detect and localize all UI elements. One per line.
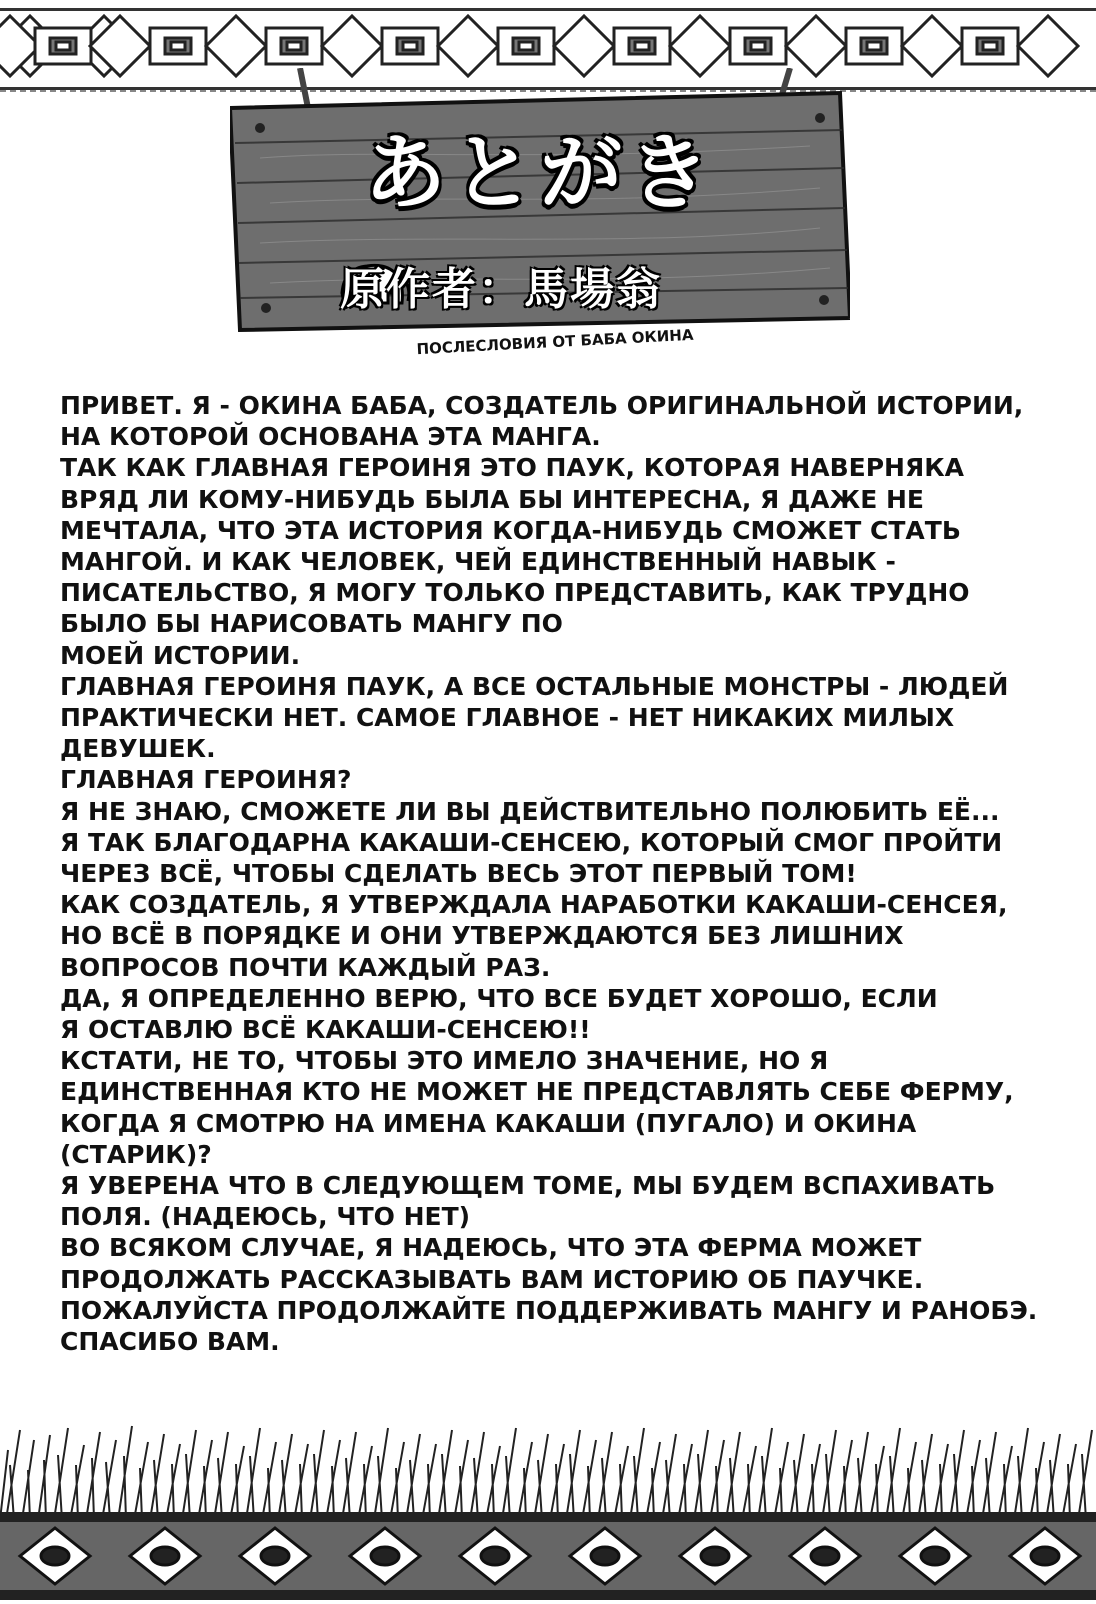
body-line: ЧЕРЕЗ ВСЁ, ЧТОБЫ СДЕЛАТЬ ВЕСЬ ЭТОТ ПЕРВЫЙ ТОМ!	[60, 859, 857, 889]
body-line: Я НЕ ЗНАЮ, СМОЖЕТЕ ЛИ ВЫ ДЕЙСТВИТЕЛЬНО ПОЛЮБИТЬ ЕЁ...	[60, 796, 1000, 826]
body-line: ПИСАТЕЛЬСТВО, Я МОГУ ТОЛЬКО ПРЕДСТАВИТЬ, КАК ТРУДНО	[60, 578, 970, 608]
wooden-sign	[230, 68, 850, 338]
body-line: ВРЯД ЛИ КОМУ-НИБУДЬ БЫЛА БЫ ИНТЕРЕСНА, Я ДАЖЕ НЕ	[60, 484, 924, 514]
body-line: КСТАТИ, НЕ ТО, ЧТОБЫ ЭТО ИМЕЛО ЗНАЧЕНИЕ, НО Я	[60, 1046, 829, 1076]
body-line: ГЛАВНАЯ ГЕРОИНЯ?	[60, 765, 352, 795]
afterword-body	[60, 390, 1050, 1357]
body-line: ПРОДОЛЖАТЬ РАССКАЗЫВАТЬ ВАМ ИСТОРИЮ ОБ ПАУЧКЕ.	[60, 1264, 924, 1294]
body-line: МОЕЙ ИСТОРИИ.	[60, 640, 301, 670]
body-line: КОГДА Я СМОТРЮ НА ИМЕНА КАКАШИ (ПУГАЛО) И ОКИНА	[60, 1108, 917, 1138]
body-line: Я УВЕРЕНА ЧТО В СЛЕДУЮЩЕМ ТОМЕ, МЫ БУДЕМ ВСПАХИВАТЬ	[60, 1171, 996, 1201]
body-line: МАНГОЙ. И КАК ЧЕЛОВЕК, ЧЕЙ ЕДИНСТВЕННЫЙ НАВЫК -	[60, 547, 896, 577]
body-line: СПАСИБО ВАМ.	[60, 1327, 280, 1357]
sign-author-label: 原作者：馬場翁	[340, 264, 662, 315]
bottom-decorative-border	[0, 1512, 1096, 1600]
body-line: ПРАКТИЧЕСКИ НЕТ. САМОЕ ГЛАВНОЕ - НЕТ НИКАКИХ МИЛЫХ	[60, 703, 955, 733]
sign-title: あとがき	[363, 126, 716, 221]
grass-decoration	[0, 1420, 1096, 1520]
body-line: ДЕВУШЕК.	[60, 734, 216, 764]
body-line: ВО ВСЯКОМ СЛУЧАЕ, Я НАДЕЮСЬ, ЧТО ЭТА ФЕРМА МОЖЕТ	[60, 1233, 922, 1263]
bottom-tribal-pattern	[0, 1512, 1096, 1600]
body-line: МЕЧТАЛА, ЧТО ЭТА ИСТОРИЯ КОГДА-НИБУДЬ СМОЖЕТ СТАТЬ	[60, 515, 961, 545]
afterword-subtitle: ПОСЛЕСЛОВИЯ ОТ БАБА ОКИНА	[416, 325, 694, 359]
body-line: ПРИВЕТ. Я - ОКИНА БАБА, СОЗДАТЕЛЬ ОРИГИНАЛЬНОЙ ИСТОРИИ,	[60, 391, 1024, 420]
body-line: БЫЛО БЫ НАРИСОВАТЬ МАНГУ ПО	[60, 609, 563, 639]
body-line: ТАК КАК ГЛАВНАЯ ГЕРОИНЯ ЭТО ПАУК, КОТОРАЯ НАВЕРНЯКА	[60, 453, 965, 483]
body-line: ПОЛЯ. (НАДЕЮСЬ, ЧТО НЕТ)	[60, 1202, 471, 1232]
grass-icon	[0, 1420, 1096, 1520]
body-line: НО ВСЁ В ПОРЯДКЕ И ОНИ УТВЕРЖДАЮТСЯ БЕЗ ЛИШНИХ	[60, 921, 904, 951]
body-line: ЕДИНСТВЕННАЯ КТО НЕ МОЖЕТ НЕ ПРЕДСТАВЛЯТЬ СЕБЕ ФЕРМУ,	[60, 1077, 1014, 1107]
body-line: НА КОТОРОЙ ОСНОВАНА ЭТА МАНГА.	[60, 422, 601, 452]
body-line: Я ОСТАВЛЮ ВСЁ КАКАШИ-СЕНСЕЮ!!	[60, 1015, 591, 1045]
body-line: КАК СОЗДАТЕЛЬ, Я УТВЕРЖДАЛА НАРАБОТКИ КАКАШИ-СЕНСЕЯ,	[60, 890, 1008, 920]
body-line: ГЛАВНАЯ ГЕРОИНЯ ПАУК, А ВСЕ ОСТАЛЬНЫЕ МОНСТРЫ - ЛЮДЕЙ	[60, 671, 1009, 701]
body-line: ПОЖАЛУЙСТА ПРОДОЛЖАЙТЕ ПОДДЕРЖИВАТЬ МАНГУ И РАНОБЭ.	[60, 1295, 1038, 1325]
body-line: ДА, Я ОПРЕДЕЛЕННО ВЕРЮ, ЧТО ВСЕ БУДЕТ ХОРОШО, ЕСЛИ	[60, 983, 938, 1013]
body-line: Я ТАК БЛАГОДАРНА КАКАШИ-СЕНСЕЮ, КОТОРЫЙ СМОГ ПРОЙТИ	[60, 827, 1003, 857]
body-line: ВОПРОСОВ ПОЧТИ КАЖДЫЙ РАЗ.	[60, 952, 551, 982]
body-line: (СТАРИК)?	[60, 1139, 212, 1169]
